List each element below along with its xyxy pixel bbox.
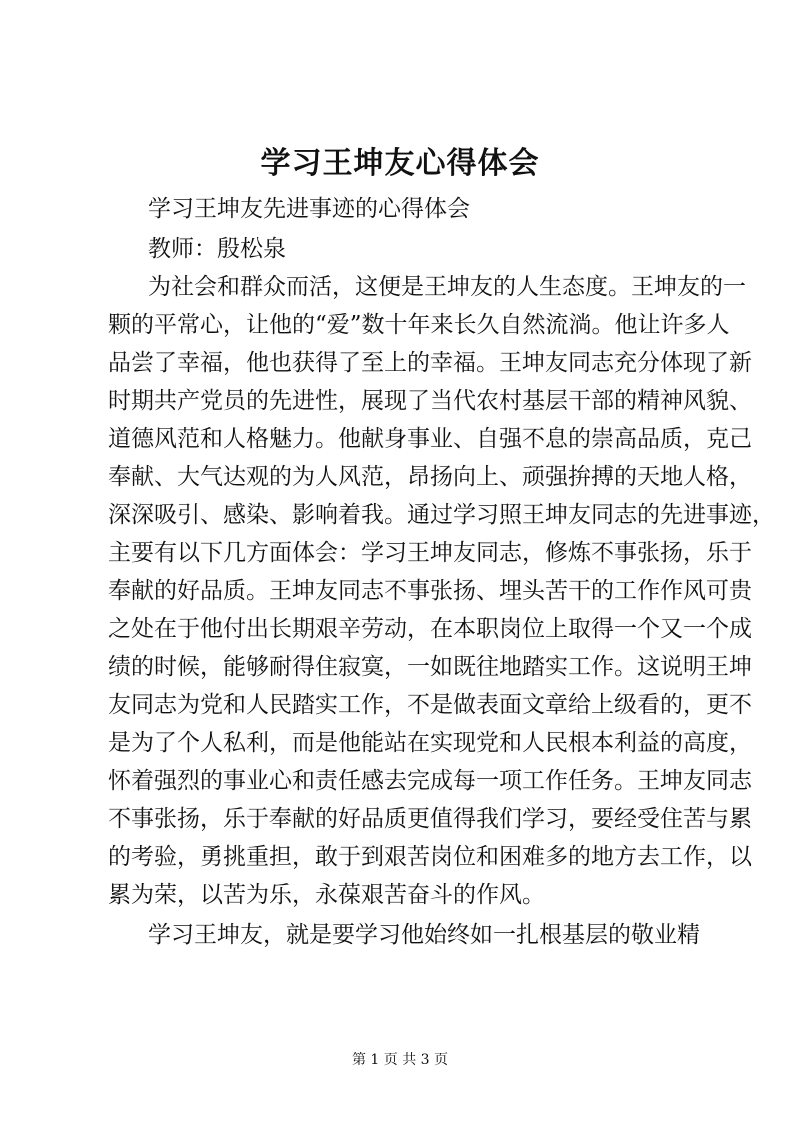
paragraph-line: 时期共产党员的先进性，展现了当代农村基层干部的精神风貌、 [108,388,752,414]
paragraph-line: 友同志为党和人民踏实工作，不是做表面文章给上级看的，更不 [108,692,752,718]
paragraph-line: 奉献的好品质。王坤友同志不事张扬、埋头苦干的工作作风可贵 [108,578,752,604]
paragraph-line: 怀着强烈的事业心和责任感去完成每一项工作任务。王坤友同志 [108,768,752,794]
paragraph-line: 学习王坤友，就是要学习他始终如一扎根基层的敬业精 [148,922,700,948]
paragraph-line: 是为了个人私利，而是他能站在实现党和人民根本利益的高度， [108,730,752,756]
paragraph-line: 累为荣，以苦为乐，永葆艰苦奋斗的作风。 [108,882,545,908]
paragraph-line: 主要有以下几方面体会：学习王坤友同志，修炼不事张扬，乐于 [108,540,752,566]
paragraph-line: 道德风范和人格魅力。他献身事业、自强不息的崇高品质，克己 [108,426,752,452]
paragraph-line: 之处在于他付出长期艰辛劳动，在本职岗位上取得一个又一个成 [108,616,752,642]
document-title: 学习王坤友心得体会 [260,146,540,181]
paragraph-line: 不事张扬，乐于奉献的好品质更值得我们学习，要经受住苦与累 [108,806,752,832]
paragraph-line: 绩的时候，能够耐得住寂寞，一如既往地踏实工作。这说明王坤 [108,654,752,680]
author-line: 教师：殷松泉 [148,236,286,262]
page-footer: 第 1 页 共 3 页 [351,1052,449,1068]
paragraph-line: 的考验，勇挑重担，敢于到艰苦岗位和困难多的地方去工作，以 [108,844,752,870]
paragraph-line: 颗的平常心，让他的“爱”数十年来长久自然流淌。他让许多人 [108,312,730,338]
paragraph-line: 为社会和群众而活，这便是王坤友的人生态度。王坤友的一 [148,274,746,300]
paragraph-line: 品尝了幸福，他也获得了至上的幸福。王坤友同志充分体现了新 [108,350,752,376]
document-subtitle: 学习王坤友先进事迹的心得体会 [148,196,470,222]
paragraph-line: 奉献、大气达观的为人风范，昂扬向上、顽强拚搏的天地人格， [108,464,752,490]
paragraph-line: 深深吸引、感染、影响着我。通过学习照王坤友同志的先进事迹， [108,502,775,528]
